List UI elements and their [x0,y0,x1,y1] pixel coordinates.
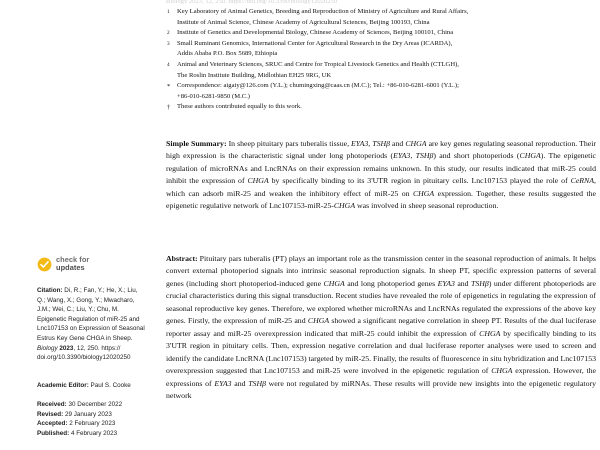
affiliation-marker: 1 [167,9,170,15]
journal-rest: , 12, 250. https:// [73,344,121,352]
date-accepted [37,419,155,429]
citation-line-5: Lnc107153 on Expression of Seasonal [37,325,145,333]
simple-summary-body: In sheep pituitary pars tuberalis tissue, EYA3, TSHβ and CHGA are key genes regulating seasonal reproduction. Their high expression is the characteristic signal under long photoperiods (EYA3, TSHβ) and short photoperiods (CHGA). The epigenetic regulation of microRNAs and LncRNAs on their expression remains unknown. In this study, our results indicated that miR-25 could inhibit the expression of CHGA by specifically binding to its 3'UTR region in pituitary cells. Lnc107153 played the role of CeRNA, which can adsorb miR-25 and weaken the inhibitory effect of miR-25 on CHGA expression. Together, these results suggested the epigenetic regulative network of Lnc107153-miR-25-CHGA was involved in sheep seasonal reproduction. [166,139,596,211]
date-received-value: 30 December 2022 [68,401,123,408]
affiliation-line: Institute of Animal Science, Chinese Academy of Agricultural Sciences, Beijing 100193, China [177,18,430,26]
affiliation-line: Institute of Genetics and Developmental Biology, Chinese Academy of Sciences, Beijing 100101, China [177,29,454,37]
equal-contribution-text [177,102,596,113]
affiliation-2 [166,28,596,39]
abstract-heading: Abstract: [166,254,198,263]
academic-editor-name: Paul S. Cooke [90,382,131,389]
affiliation-4 [166,60,596,81]
citation-journal-line [37,344,155,354]
main-column [166,0,596,450]
citation-line-6: Estrus Key Gene CHGA in Sheep. [37,334,133,342]
citation-block [37,286,155,363]
date-published [37,429,155,439]
correspondence-line: +86-010-6281-9850 (M.C.) [177,92,251,100]
citation-line-4: Epigenetic Regulation of miR-25 and [37,315,140,323]
correspondence-marker: * [167,83,171,91]
citation-authors-line-1: Di, R.; Fan, Y.; He, X.; Liu, [64,287,138,294]
date-accepted-value: 2 February 2023 [69,420,116,428]
correspondence-text[interactable] [177,81,596,102]
journal-name: Biology [37,344,58,352]
date-published-value: 4 February 2023 [70,429,118,437]
date-accepted-label: Accepted: [37,420,68,428]
equal-contribution-line: These authors contributed equally to this work. [177,103,302,111]
date-revised-value: 29 January 2023 [65,410,112,418]
crossmark-line1: check for [56,255,90,264]
affiliation-line: Animal and Veterinary Sciences, SRUC and Centre for Tropical Livestock Genetics and Health (CTLGH), [177,60,459,68]
affiliation-line: Addis Ababa P.O. Box 5689, Ethiopia [177,50,278,58]
date-received [37,400,155,410]
publication-dates-block [37,400,155,438]
affiliation-line: The Roslin Institute Building, Midlothian EH25 9RG, UK [177,71,332,79]
sidebar [0,0,158,450]
date-revised [37,410,155,420]
clipped-top-line: Biology 2023, 12, 250. https://doi.org/10.3390/biology12020250 [166,0,338,4]
crossmark-line2: updates [56,263,85,273]
simple-summary-heading: Simple Summary: [166,139,227,148]
citation-line-3: J.M.; Wei, C.; Liu, Y.; Chu, M. [37,306,119,314]
citation-line-2: Q.; Wang, X.; Gong, Y.; Mwacharo, [37,296,135,304]
affiliation-1 [166,7,596,28]
correspondence-line: Correspondence: aigaiy@126.com (Y.L.); chumingxing@caas.cn (M.C.); Tel.: +86-010-6281-6001 (Y.L.); [177,82,459,90]
crossmark-badge[interactable] [37,256,89,272]
citation-doi[interactable]: doi.org/10.3390/biology12020250 [37,354,131,362]
affiliation-text [177,39,596,60]
affiliation-text [177,7,596,28]
affiliation-line: Small Ruminant Genomics, International Center for Agricultural Research in the Dry Areas (ICARDA), [177,39,453,47]
abstract-body: Pituitary pars tuberalis (PT) plays an important role as the transmission center in the seasonal reproduction of animals. It helps convert external photoperiod signals into intrinsic seasonal reproduction signals. In sheep PT, specific expression patterns of several genes (including short photoperiod-induced gene CHGA and long photoperiod genes EYA3 and TSHβ) under different photoperiods are crucial characteristics during this signal transduction. Recent studies have revealed the role of epigenetics in regulating the expression of seasonal reproductive key genes. Therefore, we explored whether microRNAs and LncRNAs regulated the expressions of the above key genes. Firstly, the expression of miR-25 and CHGA showed a significant negative correlation in sheep PT. Results of the dual luciferase reporter assay and miR-25 overexpression indicated that miR-25 could inhibit the expression of CHGA by specifically binding to its 3'UTR region in pituitary cells. Then, expression negative correlation and dual luciferase reporter analyses were used to screen and identify the candidate LncRNA (Lnc107153) targeted by miR-25. Finally, the results of fluorescence in situ hybridization and Lnc107153 overexpression suggested that Lnc107153 and miR-25 were involved in the epigenetic regulation of CHGA expression. However, the expressions of EYA3 and TSHβ were not regulated by miRNAs. These results will provide new insights into the epigenetic regulatory network [166,254,597,400]
affiliation-text [177,60,596,81]
abstract-section [166,253,596,402]
equal-contribution-marker: † [167,104,171,112]
affiliation-3 [166,39,596,60]
affiliation-marker: 3 [167,40,170,47]
journal-year: 2023 [59,344,74,352]
affiliations-list [166,7,596,113]
correspondence-row [166,81,596,102]
equal-contribution-row [166,102,596,113]
affiliation-marker: 4 [167,61,170,68]
affiliation-text [177,28,596,39]
academic-editor-block [37,381,155,391]
affiliation-marker: 2 [167,30,170,37]
date-received-label: Received: [37,401,67,408]
date-published-label: Published: [37,429,70,437]
affiliation-line: Key Laboratory of Animal Genetics, Breeding and Reproduction of Ministry of Agriculture and Rural Affairs, [177,8,469,15]
academic-editor-label: Academic Editor: [37,382,89,389]
crossmark-label [56,256,89,272]
date-revised-label: Revised: [37,410,64,418]
check-circle-icon [37,257,52,272]
simple-summary-section [166,138,596,213]
citation-label: Citation: [37,287,63,294]
